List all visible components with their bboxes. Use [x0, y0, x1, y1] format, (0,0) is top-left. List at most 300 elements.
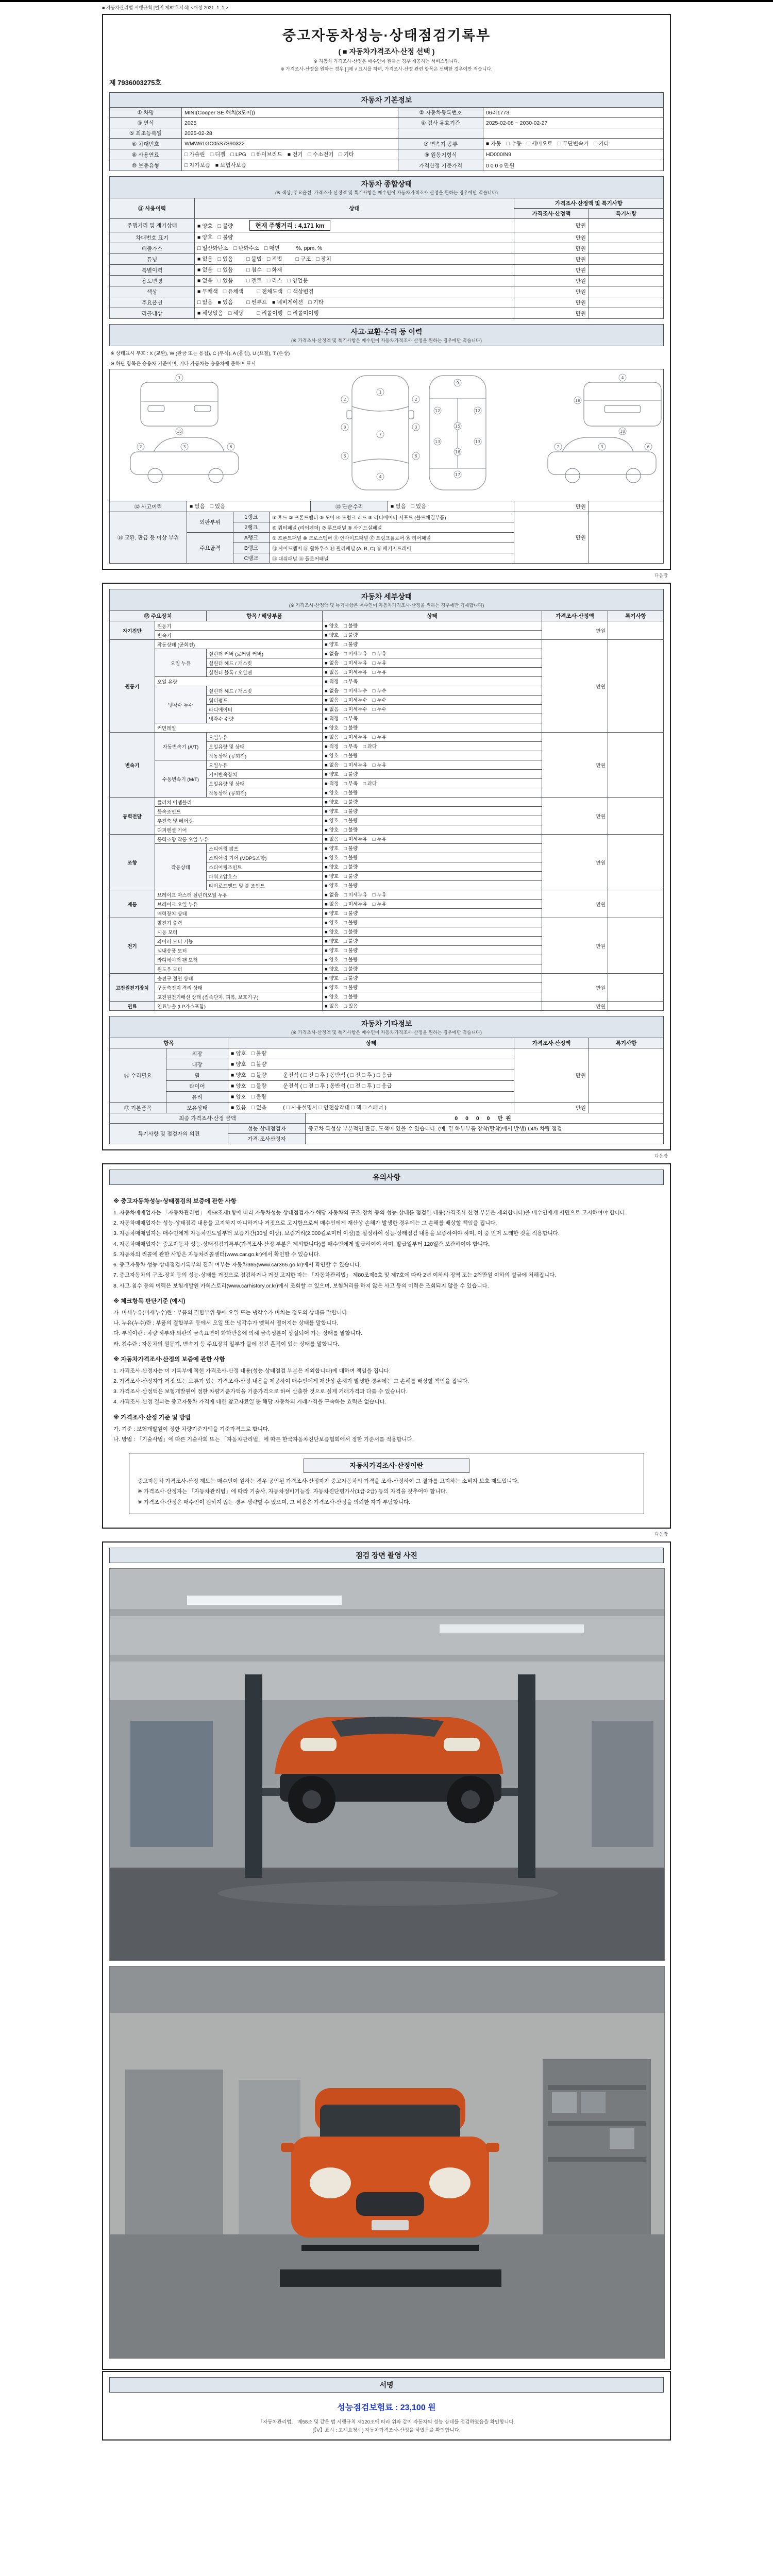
checkbox-option[interactable]: □ 불량: [344, 772, 358, 777]
checkbox-option[interactable]: ■ 없음: [325, 735, 339, 740]
svg-text:3: 3: [600, 445, 603, 449]
checkbox-option[interactable]: □ 가솔린: [184, 151, 205, 158]
checkbox-option[interactable]: ■ 양호: [325, 725, 339, 731]
unchecked-box-icon: □: [246, 278, 250, 284]
checkbox-option[interactable]: □ 불량: [251, 1094, 267, 1100]
checkbox-option[interactable]: ■ 없음: [190, 503, 205, 510]
checkbox-option[interactable]: □ 불량: [344, 911, 358, 917]
car-mirror: [486, 2143, 499, 2152]
checkbox-option[interactable]: □ 불량: [344, 818, 358, 824]
checkbox-option[interactable]: ■ 있음: [231, 1105, 246, 1111]
inline-value: ( □ 사용설명서 □ 안전삼각대 □ 잭 □ 스패너 ): [283, 1105, 386, 1111]
checkbox-option[interactable]: ■ 적정: [325, 679, 339, 685]
first-registration-date: 2025-02-28: [182, 128, 398, 139]
checkbox-option[interactable]: ■ 네비게이션: [272, 299, 304, 306]
note-cell: [589, 297, 663, 308]
checkbox-option[interactable]: ■ 적정: [325, 744, 339, 750]
checked-box-icon: ■: [325, 911, 328, 917]
final-price-label: 최종 가격조사·산정 금액: [110, 1113, 306, 1124]
note-cell: [589, 243, 663, 254]
svg-text:6: 6: [229, 445, 232, 449]
main-frame-label: 주요골격: [187, 533, 233, 564]
checkbox-option[interactable]: □ 적법: [266, 256, 282, 262]
checkbox-option[interactable]: □ 영업용: [287, 278, 308, 284]
checkbox-option[interactable]: ■ 없음: [197, 278, 213, 284]
checked-box-icon: ■: [325, 623, 328, 629]
item-name: 라디에이터: [207, 705, 323, 714]
price-definition-box: [129, 1453, 644, 1514]
row-state: [323, 714, 542, 723]
unchecked-box-icon: □: [344, 929, 347, 935]
item-name: 실린더 커버 (로커암 커버): [207, 649, 323, 658]
opinion-label: 특기사항 및 점검자의 의견: [110, 1124, 228, 1144]
checkbox-option[interactable]: □ 미세누유: [344, 762, 367, 768]
checkbox-option[interactable]: ■ 없음: [325, 837, 339, 842]
checkbox-option[interactable]: □ 리콜미이행: [288, 310, 319, 316]
checkbox-option[interactable]: ■ 없음: [325, 651, 339, 657]
checkbox-option[interactable]: □ 미세누유: [344, 660, 367, 666]
checkbox-option[interactable]: ■ 없음: [325, 698, 339, 703]
checkbox-option[interactable]: □ 불량: [217, 234, 233, 241]
sub-group: 작동상태: [155, 844, 207, 890]
checkbox-option[interactable]: □ 불량: [344, 976, 358, 981]
unchecked-box-icon: □: [344, 698, 347, 703]
checkbox-option[interactable]: ■ 양호: [197, 234, 213, 241]
item-name: 오일 유량: [155, 677, 323, 686]
checkbox-option[interactable]: □ 수소전기: [308, 151, 334, 158]
misc-info-table: [109, 1038, 664, 1113]
checkbox-option[interactable]: □ 불량: [344, 633, 358, 638]
row-state: [195, 286, 514, 297]
checkbox-option[interactable]: ■ 해당없음: [197, 310, 223, 316]
rank-name: 2랭크: [233, 522, 270, 533]
checkbox-option[interactable]: ■ 없음: [325, 707, 339, 713]
row-state: [323, 918, 542, 927]
checkbox-option[interactable]: □ 누유: [372, 892, 386, 898]
checkbox-option[interactable]: ■ 양호: [325, 948, 339, 954]
svg-text:12: 12: [475, 409, 481, 413]
checkbox-option[interactable]: ■ 양호: [325, 753, 339, 759]
checkbox-option[interactable]: □ 누유: [372, 660, 386, 666]
unchecked-box-icon: □: [344, 688, 347, 694]
checkbox-option[interactable]: □ 미세누유: [344, 651, 367, 657]
criteria-item: 라. 침수란 : 자동차의 원동기, 변속기 등 주요장치 일부가 물에 잠긴 흔적이 있는 상태를 말합니다.: [113, 1341, 339, 1347]
svg-text:3: 3: [414, 425, 417, 430]
unchecked-box-icon: □: [344, 790, 347, 796]
device-name: 조향: [110, 835, 155, 890]
checkbox-option[interactable]: ■ 양호: [325, 883, 339, 889]
checkbox-option[interactable]: □ 미세누유: [344, 670, 367, 675]
checkbox-option[interactable]: □ 부족: [344, 744, 358, 750]
checkbox-option[interactable]: □ 렌트: [246, 278, 262, 284]
row-state: [195, 243, 514, 254]
inline-value: 운전석 ( □ 전 □ 후 ) 동반석 ( □ 전 □ 후 ) □ 응급: [283, 1072, 392, 1078]
price-cell: 만원: [542, 640, 608, 733]
checkbox-option[interactable]: ■ 없음: [325, 892, 339, 898]
checkbox-option[interactable]: □ 누유: [372, 670, 386, 675]
checked-box-icon: ■: [325, 651, 328, 657]
checkbox-option[interactable]: □ 누유: [372, 902, 386, 907]
checkbox-option[interactable]: ■ 양호: [325, 855, 339, 861]
checkbox-option[interactable]: ■ 양호: [325, 929, 339, 935]
price-cell: 만원: [514, 308, 589, 319]
item-name: 냉각수 수량: [207, 714, 323, 723]
checkbox-option[interactable]: ■ 양호: [325, 957, 339, 963]
checkbox-option[interactable]: □ 불량: [251, 1050, 267, 1057]
checkbox-option[interactable]: □ 색상변경: [288, 289, 314, 295]
svg-text:13: 13: [434, 439, 441, 444]
checkbox-option[interactable]: □ 침수: [246, 267, 262, 273]
checkbox-option[interactable]: ■ 양호: [325, 846, 339, 852]
checked-box-icon: ■: [325, 939, 328, 944]
item-name: 와이퍼 모터 기능: [155, 937, 323, 946]
checkbox-option[interactable]: ■ 없음: [325, 670, 339, 675]
insurance-fee: 성능점검보험료 : 23,100 원: [337, 2403, 436, 2412]
unchecked-box-icon: □: [316, 256, 320, 262]
checkbox-option[interactable]: □ 없음: [197, 299, 213, 306]
svg-text:4: 4: [621, 376, 624, 380]
checkbox-option[interactable]: ■ 양호: [325, 920, 339, 926]
unchecked-box-icon: □: [251, 1050, 255, 1057]
checkbox-option[interactable]: □ 불량: [344, 957, 358, 963]
inline-value: 현재 주행거리 : 4,171 km: [249, 220, 330, 231]
checkbox-option[interactable]: □ 불량: [344, 967, 358, 972]
note-cell: [589, 276, 663, 286]
checkbox-option[interactable]: □ 미세누수: [344, 698, 367, 703]
checkbox-option[interactable]: □ 누유: [372, 651, 386, 657]
checked-box-icon: ■: [231, 1061, 234, 1067]
checkbox-option[interactable]: □ 누유: [372, 762, 386, 768]
row-state: [323, 890, 542, 900]
checkbox-option[interactable]: □ 불량: [251, 1072, 267, 1078]
row-state: [323, 881, 542, 890]
item-name: 기어변속장치: [207, 770, 323, 779]
document-note-1: ※ 자동차 가격조사·산정은 매수인이 원하는 경우 제공하는 서비스입니다.: [313, 59, 460, 64]
checkbox-option[interactable]: □ 해당: [228, 310, 244, 316]
checkbox-option[interactable]: ■ 양호: [325, 985, 339, 991]
repair-options: [388, 501, 514, 512]
checkbox-option[interactable]: □ 불량: [344, 874, 358, 879]
checkbox-option[interactable]: ■ 없음: [197, 267, 213, 273]
checkbox-option[interactable]: ■ 양호: [325, 994, 339, 1000]
rank-name: A랭크: [233, 533, 270, 543]
checkbox-option[interactable]: □ 과다: [363, 744, 377, 750]
unchecked-box-icon: □: [344, 967, 347, 972]
checkbox-option[interactable]: ■ 없음: [325, 902, 339, 907]
notice-item: 5. 자동차의 리콜에 관한 사항은 자동차리콜센터(www.car.go.kr)에서 확인할 수 있습니다.: [113, 1251, 321, 1258]
svg-text:4: 4: [379, 474, 382, 479]
checkbox-option[interactable]: ■ 없음: [325, 660, 339, 666]
inspection-period: 2025-02-08 ~ 2030-02-27: [483, 118, 664, 128]
checked-box-icon: ■: [325, 865, 328, 870]
checkbox-option[interactable]: □ 있음: [411, 503, 427, 510]
checkbox-option[interactable]: ■ 양호: [325, 874, 339, 879]
checkbox-option[interactable]: □ 미세누수: [344, 688, 367, 694]
checkbox-option[interactable]: ■ 없음: [325, 1004, 339, 1009]
svg-text:6: 6: [647, 445, 650, 449]
checkbox-option[interactable]: □ 불량: [344, 790, 358, 796]
checkbox-option[interactable]: □ 부족: [344, 679, 358, 685]
checkbox-option[interactable]: □ 누수: [372, 707, 386, 713]
unchecked-box-icon: □: [363, 781, 366, 787]
table-row: [110, 219, 664, 232]
repair-needed-label: ⑯ 수리필요: [110, 1048, 166, 1103]
checkbox-option[interactable]: □ 불량: [344, 753, 358, 759]
checkbox-option[interactable]: ■ 적정: [325, 716, 339, 722]
checkbox-option[interactable]: □ 구조: [295, 256, 311, 262]
checkbox-option[interactable]: ■ 양호: [325, 790, 339, 796]
checkbox-option[interactable]: □ 불량: [344, 809, 358, 815]
checkbox-option[interactable]: □ 하이브리드: [251, 151, 282, 158]
col-state: 상태: [228, 1038, 514, 1048]
checkbox-option[interactable]: □ 불량: [251, 1061, 267, 1067]
row-state: [323, 983, 542, 992]
checked-box-icon: ■: [325, 855, 328, 861]
checkbox-option[interactable]: □ 화재: [266, 267, 282, 273]
checkbox-option[interactable]: ■ 양호: [325, 939, 339, 944]
checkbox-option[interactable]: ■ 양호: [231, 1083, 246, 1089]
checkbox-option[interactable]: □ 미세누유: [344, 837, 367, 842]
checkbox-option[interactable]: ■ 자동: [486, 141, 501, 147]
checkbox-option[interactable]: □ 있음: [344, 1004, 358, 1009]
checkbox-option[interactable]: □ 없음: [251, 1105, 267, 1111]
checkbox-option[interactable]: ■ 양호: [325, 623, 339, 629]
price-cell: 만원: [514, 254, 589, 265]
checkbox-option[interactable]: ■ 없음: [391, 503, 406, 510]
checkbox-option[interactable]: □ 불량: [344, 865, 358, 870]
inspection-photo-2: [109, 1966, 665, 2359]
table-row: [110, 890, 664, 900]
checkbox-option[interactable]: □ 불량: [344, 883, 358, 889]
checked-box-icon: ■: [325, 957, 328, 963]
unchecked-box-icon: □: [344, 753, 347, 759]
checkbox-option[interactable]: ■ 양호: [325, 827, 339, 833]
checked-box-icon: ■: [325, 846, 328, 852]
checked-box-icon: ■: [325, 976, 328, 981]
checked-box-icon: ■: [231, 1105, 234, 1111]
checkbox-option[interactable]: □ 디젤: [210, 151, 226, 158]
notice-item: 2. 가격조사·산정자가 거짓 또는 오류가 있는 가격조사·산정 내용을 제공하여 매수인에게 재산상 손해가 발생한 경우에는 그 손해를 배상할 책임을 집니다.: [113, 1378, 469, 1384]
table-row: [110, 621, 664, 631]
sub-group: 자동변속기 (A/T): [155, 733, 207, 760]
notice-item: 8. 사고·침수 등의 이력은 보험개발원 카히스토리(www.carhistory.or.kr)에서 조회할 수 있으며, 보험처리를 하지 않은 사고 등의 이력은 조회되지 않을 수 있습니다.: [113, 1282, 489, 1289]
checkbox-option[interactable]: □ 불량: [344, 827, 358, 833]
checkbox-option[interactable]: □ 미세누유: [344, 892, 367, 898]
checkbox-option[interactable]: ■ 양호: [325, 633, 339, 638]
checkbox-option[interactable]: □ 장치: [316, 256, 331, 262]
checkbox-option[interactable]: □ 누수: [372, 698, 386, 703]
checkbox-option[interactable]: ■ 양호: [231, 1061, 246, 1067]
row-state: [195, 219, 514, 232]
checked-box-icon: ■: [231, 1050, 234, 1057]
checkbox-option[interactable]: □ 매연: [264, 245, 280, 251]
checked-box-icon: ■: [197, 234, 201, 241]
checked-box-icon: ■: [325, 642, 328, 648]
checkbox-option[interactable]: ■ 양호: [325, 911, 339, 917]
checkbox-option[interactable]: ■ 양호: [325, 809, 339, 815]
checkbox-option[interactable]: □ 누유: [372, 837, 386, 842]
col-item: 항목: [110, 1038, 228, 1048]
table-row: [110, 108, 664, 118]
checked-box-icon: ■: [325, 753, 328, 759]
checkbox-option[interactable]: □ 미세누유: [344, 735, 367, 740]
checkbox-option[interactable]: □ 부족: [344, 781, 358, 787]
item-name: 커먼레일: [155, 723, 323, 733]
checkbox-option[interactable]: ■ 보험사보증: [215, 162, 246, 168]
checkbox-option[interactable]: ■ 양호: [325, 818, 339, 824]
checkbox-option[interactable]: □ 전체도색: [257, 289, 283, 295]
price-cell: 만원: [542, 798, 608, 835]
checkbox-option[interactable]: ■ 양호: [325, 967, 339, 972]
checkbox-option[interactable]: □ 불량: [344, 642, 358, 648]
checkbox-option[interactable]: ■ 적정: [325, 781, 339, 787]
unchecked-box-icon: □: [344, 744, 347, 750]
next-page-label-3: 다음장: [654, 1531, 668, 1537]
checkbox-option[interactable]: □ 무단변속기: [558, 141, 589, 147]
checked-box-icon: ■: [197, 289, 201, 295]
note-cell: [608, 733, 664, 798]
row-label: 튜닝: [110, 254, 195, 265]
checkbox-option[interactable]: ■ 양호: [325, 642, 339, 648]
checkbox-option[interactable]: □ 일산화탄소: [197, 245, 229, 251]
item-name: 충전구 절연 상태: [155, 974, 323, 983]
row-state: [323, 640, 542, 649]
checkbox-option[interactable]: ■ 무채색: [197, 289, 218, 295]
checkbox-option[interactable]: ■ 없음: [197, 256, 213, 262]
row-state: [323, 779, 542, 788]
checkbox-option[interactable]: □ 불량: [344, 725, 358, 731]
unchecked-box-icon: □: [372, 707, 376, 713]
unchecked-box-icon: □: [372, 735, 376, 740]
checkbox-option[interactable]: □ 세미오토: [527, 141, 553, 147]
checkbox-option[interactable]: □ 있음: [217, 278, 233, 284]
checkbox-option[interactable]: □ 자가보증: [184, 162, 210, 168]
table-row: ⑥ 차대번호 WMW61GC05S7S90322 ⑦ 변속기 종류 ■ 자동 □ 수동 □ 세미오토 □ 무단변속기 □ 기타: [110, 139, 664, 149]
registration-number: 06러1773: [483, 108, 664, 118]
checkbox-option[interactable]: ■ 양호: [231, 1094, 246, 1100]
unchecked-box-icon: □: [344, 735, 347, 740]
checkbox-option[interactable]: ■ 양호: [197, 223, 213, 229]
item-name: 작동상태 (공회전): [155, 640, 323, 649]
checkbox-option[interactable]: □ 불량: [344, 920, 358, 926]
page-top-rule: [0, 0, 773, 2]
col-item: 항목 / 해당부품: [207, 611, 323, 621]
checked-box-icon: ■: [325, 790, 328, 796]
checkbox-option[interactable]: □ 불량: [344, 846, 358, 852]
checkbox-option[interactable]: □ 있음: [217, 267, 233, 273]
checkbox-option[interactable]: □ 기타: [308, 299, 324, 306]
license-plate: [372, 2220, 409, 2230]
unchecked-box-icon: □: [217, 234, 221, 241]
checkbox-option[interactable]: □ 리스: [266, 278, 282, 284]
checkbox-option[interactable]: □ 부족: [344, 716, 358, 722]
checkbox-option[interactable]: □ LPG: [230, 151, 246, 158]
checkbox-option[interactable]: □ 누수: [372, 688, 386, 694]
note-cell: [608, 1002, 664, 1011]
checkbox-option[interactable]: □ 불량: [344, 939, 358, 944]
checkbox-option[interactable]: ■ 양호: [325, 865, 339, 870]
outer-panel-label: 외판부위: [187, 512, 233, 533]
checkbox-option[interactable]: □ 불량: [344, 623, 358, 629]
notice-item: 6. 중고자동차 성능·상태점검기록부의 진위 여부는 자동차365(www.car365.go.kr)에서 확인할 수 있습니다.: [113, 1262, 362, 1268]
checked-box-icon: ■: [325, 818, 328, 824]
row-state: [323, 853, 542, 862]
unchecked-box-icon: □: [257, 310, 260, 316]
checkbox-option[interactable]: ■ 전기: [287, 151, 303, 158]
checkbox-option[interactable]: □ 불량: [344, 994, 358, 1000]
checkbox-option[interactable]: □ 있음: [217, 256, 233, 262]
checkbox-option[interactable]: □ 기타: [594, 141, 609, 147]
checkbox-option[interactable]: □ 기타: [339, 151, 355, 158]
checkbox-option[interactable]: □ 미세누유: [344, 902, 367, 907]
checkbox-option[interactable]: ■ 있음: [217, 299, 233, 306]
inline-value: 운전석 ( □ 전 □ 후 ) 동반석 ( □ 전 □ 후 ) □ 응급: [283, 1083, 392, 1089]
checkbox-option[interactable]: ■ 없음: [325, 762, 339, 768]
unchecked-box-icon: □: [527, 141, 530, 147]
checkbox-option[interactable]: ■ 양호: [325, 772, 339, 777]
checkbox-option[interactable]: ■ 양호: [325, 800, 339, 805]
workshop-door: [125, 2070, 223, 2234]
checkbox-option[interactable]: ■ 양호: [231, 1050, 246, 1057]
note-cell: [589, 501, 664, 512]
checkbox-option[interactable]: □ 불법: [246, 256, 262, 262]
unchecked-box-icon: □: [363, 744, 366, 750]
unchecked-box-icon: □: [230, 151, 234, 158]
rank-items: ① 후드 ② 프론트펜더 ③ 도어 ④ 트렁크 리드 ⑤ 라디에이터 서포트 (볼트체결부품): [270, 512, 514, 522]
checkbox-option[interactable]: ■ 양호: [325, 976, 339, 981]
checkbox-option[interactable]: □ 썬루프: [246, 299, 267, 306]
table-row: [110, 297, 664, 308]
checkbox-option[interactable]: □ 불량: [251, 1083, 267, 1089]
unchecked-box-icon: □: [344, 837, 347, 842]
checkbox-option[interactable]: □ 불량: [344, 985, 358, 991]
row-state: [323, 668, 542, 677]
checkbox-option[interactable]: □ 불량: [344, 800, 358, 805]
svg-text:2: 2: [414, 397, 417, 402]
checkbox-option[interactable]: □ 누유: [372, 735, 386, 740]
unchecked-box-icon: □: [411, 503, 414, 510]
checkbox-option[interactable]: ■ 없음: [325, 688, 339, 694]
item-name: 추진축 및 베어링: [155, 816, 323, 825]
note-cell: [608, 835, 664, 890]
checkbox-option[interactable]: □ 수동: [506, 141, 522, 147]
checked-box-icon: ■: [325, 929, 328, 935]
checkbox-option[interactable]: □ 리콜이행: [257, 310, 283, 316]
checkbox-option[interactable]: □ 불량: [344, 929, 358, 935]
checkbox-option[interactable]: □ 미세누수: [344, 707, 367, 713]
checkbox-option[interactable]: □ 불량: [344, 855, 358, 861]
price-cell: 만원: [514, 219, 589, 232]
checkbox-option[interactable]: □ 불량: [344, 948, 358, 954]
checkbox-option[interactable]: □ 탄화수소: [233, 245, 259, 251]
item-name: 스티어링조인트: [207, 862, 323, 872]
checked-box-icon: ■: [217, 299, 221, 306]
row-state: [323, 992, 542, 1002]
price-cell: 만원: [542, 621, 608, 640]
checked-box-icon: ■: [325, 660, 328, 666]
unchecked-box-icon: □: [344, 883, 347, 889]
checkbox-option[interactable]: □ 과다: [363, 781, 377, 787]
signature-title: 서명: [379, 2380, 394, 2389]
checkbox-option[interactable]: □ 유채색: [223, 289, 244, 295]
checkbox-option[interactable]: □ 불량: [217, 223, 233, 229]
svg-text:16: 16: [455, 450, 461, 454]
item-name: 구동축전지 격리 상태: [155, 983, 323, 992]
item-name: 유리: [166, 1092, 228, 1103]
checkbox-option[interactable]: □ 있음: [210, 503, 226, 510]
row-state: [228, 1103, 514, 1113]
checkbox-option[interactable]: ■ 양호: [231, 1072, 246, 1078]
